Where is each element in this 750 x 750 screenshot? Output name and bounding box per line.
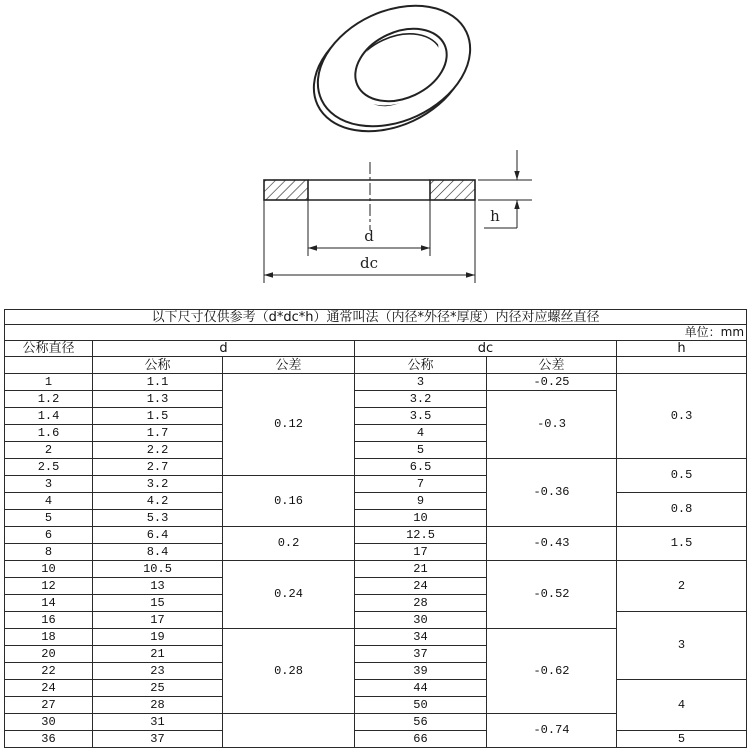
d-nominal-cell: 23	[93, 663, 223, 680]
table-body	[5, 374, 747, 748]
d-nominal-cell: 25	[93, 680, 223, 697]
d-tolerance-cell: 0.28	[223, 629, 355, 714]
d-tolerance-cell	[223, 714, 355, 748]
d-nominal-cell: 8.4	[93, 544, 223, 561]
dc-tolerance-cell: -0.3	[487, 391, 617, 459]
dc-nominal-cell: 3.5	[355, 408, 487, 425]
dc-nominal-cell: 9	[355, 493, 487, 510]
dc-nominal-cell: 4	[355, 425, 487, 442]
d-nominal-cell: 6.4	[93, 527, 223, 544]
header-blank-cell	[617, 357, 747, 374]
unit-row	[5, 325, 747, 341]
nominal-diameter-cell: 20	[5, 646, 93, 663]
header-h: h	[617, 341, 747, 357]
nominal-diameter-cell: 14	[5, 595, 93, 612]
dc-nominal-cell: 12.5	[355, 527, 487, 544]
dc-nominal-cell: 7	[355, 476, 487, 493]
h-thickness-cell: 0.8	[617, 493, 747, 527]
table-row	[5, 493, 747, 510]
d-nominal-cell: 13	[93, 578, 223, 595]
header-d-nominal: 公称	[93, 357, 223, 374]
dc-nominal-cell: 44	[355, 680, 487, 697]
d-tolerance-cell: 0.2	[223, 527, 355, 561]
d-nominal-cell: 17	[93, 612, 223, 629]
nominal-diameter-cell: 8	[5, 544, 93, 561]
nominal-diameter-cell: 5	[5, 510, 93, 527]
dc-nominal-cell: 37	[355, 646, 487, 663]
d-nominal-cell: 37	[93, 731, 223, 748]
nominal-diameter-cell: 6	[5, 527, 93, 544]
d-tolerance-cell: 0.24	[223, 561, 355, 629]
d-nominal-cell: 4.2	[93, 493, 223, 510]
h-thickness-cell: 5	[617, 731, 747, 748]
header-dc: dc	[355, 341, 617, 357]
dc-nominal-cell: 3	[355, 374, 487, 391]
dc-nominal-cell: 17	[355, 544, 487, 561]
h-thickness-cell: 1.5	[617, 527, 747, 561]
table-row	[5, 731, 747, 748]
nominal-diameter-cell: 30	[5, 714, 93, 731]
d-nominal-cell: 21	[93, 646, 223, 663]
unit-label: 单位：mm	[5, 325, 747, 341]
table-row	[5, 374, 747, 391]
dc-tolerance-cell: -0.36	[487, 459, 617, 527]
dc-nominal-cell: 6.5	[355, 459, 487, 476]
d-nominal-cell: 1.5	[93, 408, 223, 425]
dc-nominal-cell: 24	[355, 578, 487, 595]
washer-section-view	[264, 162, 475, 230]
d-nominal-cell: 1.7	[93, 425, 223, 442]
d-nominal-cell: 3.2	[93, 476, 223, 493]
nominal-diameter-cell: 18	[5, 629, 93, 646]
dc-tolerance-cell: -0.74	[487, 714, 617, 748]
d-tolerance-cell: 0.16	[223, 476, 355, 527]
d-nominal-cell: 5.3	[93, 510, 223, 527]
h-thickness-cell: 0.5	[617, 459, 747, 493]
dc-nominal-cell: 34	[355, 629, 487, 646]
dc-nominal-cell: 56	[355, 714, 487, 731]
d-nominal-cell: 1.3	[93, 391, 223, 408]
d-nominal-cell: 10.5	[93, 561, 223, 578]
dc-nominal-cell: 3.2	[355, 391, 487, 408]
h-thickness-cell: 3	[617, 612, 747, 680]
nominal-diameter-cell: 10	[5, 561, 93, 578]
dc-nominal-cell: 66	[355, 731, 487, 748]
title-row	[5, 310, 747, 325]
washer-dimension-table	[4, 309, 747, 748]
h-dimension-label: h	[490, 207, 500, 225]
d-nominal-cell: 28	[93, 697, 223, 714]
table-row	[5, 612, 747, 629]
nominal-diameter-cell: 36	[5, 731, 93, 748]
header-dc-nominal: 公称	[355, 357, 487, 374]
dc-tolerance-cell: -0.43	[487, 527, 617, 561]
nominal-diameter-cell: 16	[5, 612, 93, 629]
h-thickness-cell: 0.3	[617, 374, 747, 459]
nominal-diameter-cell: 1.6	[5, 425, 93, 442]
dc-dimension-label: dc	[359, 254, 379, 272]
d-nominal-cell: 31	[93, 714, 223, 731]
header-dc-tolerance: 公差	[487, 357, 617, 374]
header-nominal-diameter: 公称直径	[5, 341, 93, 357]
header-d: d	[93, 341, 355, 357]
nominal-diameter-cell: 12	[5, 578, 93, 595]
nominal-diameter-cell: 1.2	[5, 391, 93, 408]
dc-tolerance-cell: -0.52	[487, 561, 617, 629]
dc-nominal-cell: 21	[355, 561, 487, 578]
dc-nominal-cell: 5	[355, 442, 487, 459]
dc-tolerance-cell: -0.62	[487, 629, 617, 714]
washer-3d-view	[294, 0, 489, 155]
section-hatch-left	[264, 180, 308, 200]
h-thickness-cell: 4	[617, 680, 747, 731]
table-row	[5, 527, 747, 544]
nominal-diameter-cell: 2.5	[5, 459, 93, 476]
sub-header-row	[5, 357, 747, 374]
dc-tolerance-cell: -0.25	[487, 374, 617, 391]
table-title: 以下尺寸仅供参考（d*dc*h）通常叫法（内径*外径*厚度）内径对应螺丝直径	[5, 310, 747, 325]
dc-nominal-cell: 39	[355, 663, 487, 680]
section-hatch-right	[430, 180, 475, 200]
d-nominal-cell: 1.1	[93, 374, 223, 391]
d-nominal-cell: 2.7	[93, 459, 223, 476]
nominal-diameter-cell: 1	[5, 374, 93, 391]
d-nominal-cell: 15	[93, 595, 223, 612]
dc-nominal-cell: 30	[355, 612, 487, 629]
d-nominal-cell: 2.2	[93, 442, 223, 459]
nominal-diameter-cell: 24	[5, 680, 93, 697]
column-group-header-row	[5, 341, 747, 357]
nominal-diameter-cell: 4	[5, 493, 93, 510]
header-d-tolerance: 公差	[223, 357, 355, 374]
table-row	[5, 459, 747, 476]
dc-nominal-cell: 10	[355, 510, 487, 527]
dimension-lines	[264, 150, 517, 275]
nominal-diameter-cell: 1.4	[5, 408, 93, 425]
d-dimension-label: d	[364, 227, 374, 245]
table-row	[5, 680, 747, 697]
header-blank-cell	[5, 357, 93, 374]
washer-diagram	[0, 0, 750, 300]
d-tolerance-cell: 0.12	[223, 374, 355, 476]
table-row	[5, 561, 747, 578]
dc-nominal-cell: 28	[355, 595, 487, 612]
dc-nominal-cell: 50	[355, 697, 487, 714]
nominal-diameter-cell: 22	[5, 663, 93, 680]
nominal-diameter-cell: 2	[5, 442, 93, 459]
h-thickness-cell: 2	[617, 561, 747, 612]
nominal-diameter-cell: 27	[5, 697, 93, 714]
d-nominal-cell: 19	[93, 629, 223, 646]
table-header	[5, 310, 747, 374]
nominal-diameter-cell: 3	[5, 476, 93, 493]
